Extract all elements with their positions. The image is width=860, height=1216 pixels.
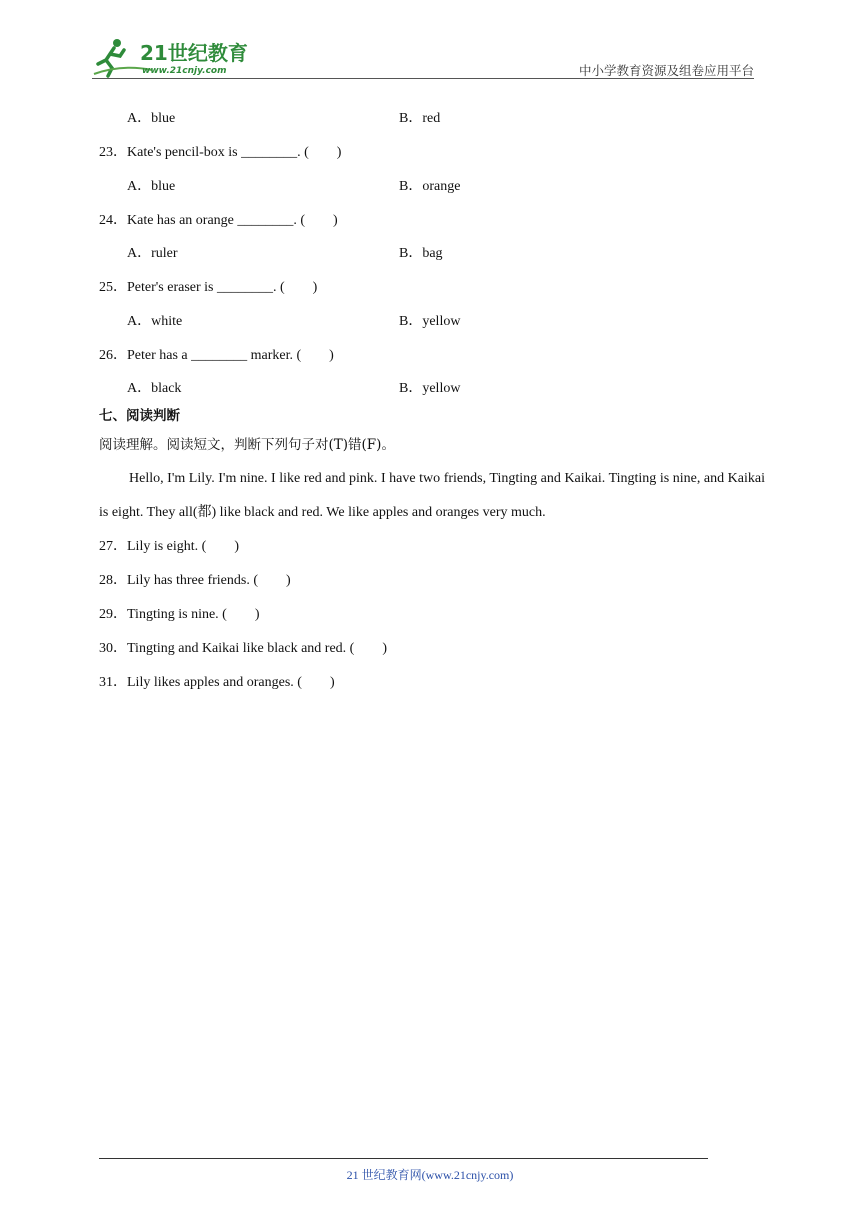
question-25-option-b: B．yellow <box>399 314 461 329</box>
question-23-option-b: B．orange <box>399 179 461 194</box>
header-divider <box>92 78 754 79</box>
question-24-option-a: A．ruler <box>127 246 178 261</box>
svg-text:21世纪教育: 21世纪教育 <box>140 41 248 65</box>
question-23-option-a: A．blue <box>127 179 176 194</box>
footer-divider <box>99 1158 708 1159</box>
reading-passage: Hello, I'm Lily. I'm nine. I like red and pink. I have two friends, Tingting and Kaikai. Tingting is nine, and Kaikai is eight. They all(都) like black and red. We like apples and oranges very much. <box>99 471 765 520</box>
header-platform-text: 中小学教育资源及组卷应用平台 <box>578 63 754 78</box>
question-26: 26．Peter has a ________ marker. ( ) <box>99 348 334 363</box>
question-25-option-a: A．white <box>127 314 183 329</box>
option-b: B．red <box>399 111 441 126</box>
option-a: A．blue <box>127 111 176 126</box>
statement-27: 27．Lily is eight. ( ) <box>99 539 239 554</box>
section-instruction: 阅读理解。阅读短文，判断下列句子对(T)错(F)。 <box>99 437 395 453</box>
footer-link[interactable]: 21 世纪教育网(www.21cnjy.com) <box>346 1168 514 1182</box>
site-logo <box>92 34 262 78</box>
svg-text:www.21cnjy.com: www.21cnjy.com <box>142 66 227 76</box>
statement-31: 31．Lily likes apples and oranges. ( ) <box>99 675 335 690</box>
question-25: 25．Peter's eraser is ________. ( ) <box>99 280 318 295</box>
question-24-option-b: B．bag <box>399 246 443 261</box>
section-title: 七、阅读判断 <box>99 408 180 424</box>
question-26-option-a: A．black <box>127 381 182 396</box>
statement-30: 30．Tingting and Kaikai like black and red. ( ) <box>99 641 387 656</box>
statement-29: 29．Tingting is nine. ( ) <box>99 607 260 622</box>
question-23: 23．Kate's pencil-box is ________. ( ) <box>99 145 342 160</box>
question-26-option-b: B．yellow <box>399 381 461 396</box>
question-24: 24．Kate has an orange ________. ( ) <box>99 213 338 228</box>
statement-28: 28．Lily has three friends. ( ) <box>99 573 291 588</box>
